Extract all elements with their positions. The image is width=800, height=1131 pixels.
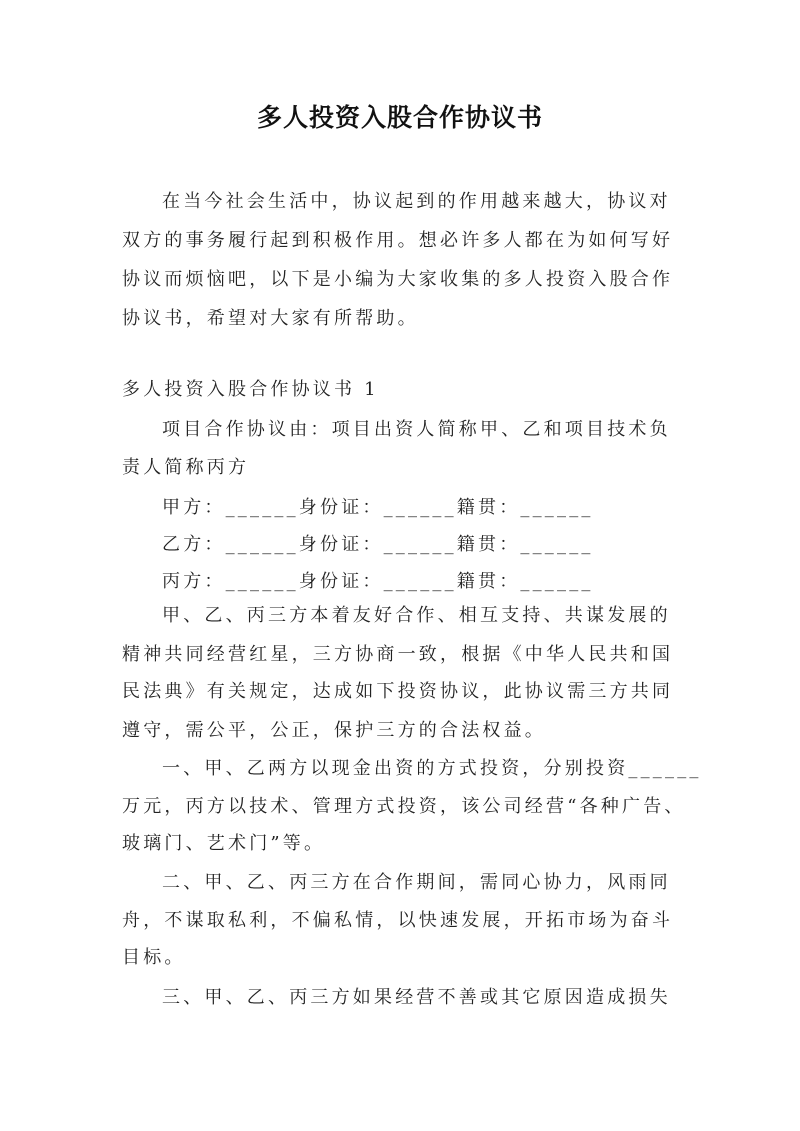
clause-2-line-2: 舟，不谋取私利，不偏私情，以快速发展，开拓市场为奋斗: [122, 910, 674, 931]
clause-1-line-1: 一、甲、乙两方以现金出资的方式投资，分别投资______: [162, 758, 702, 779]
document-title: 多人投资入股合作协议书: [256, 103, 543, 132]
clause-2-line-1: 二、甲、乙、丙三方在合作期间，需同心协力，风雨同: [162, 872, 671, 893]
body-line-1: 项目合作协议由：项目出资人简称甲、乙和项目技术负: [162, 419, 671, 440]
intro-line-3: 协议而烦恼吧，以下是小编为大家收集的多人投资入股合作: [122, 269, 674, 290]
party-c-line: 丙方：______身份证：______籍贯：______: [162, 571, 594, 592]
intro-line-2: 双方的事务履行起到积极作用。想必许多人都在为如何写好: [122, 230, 674, 251]
body-line-7: 精神共同经营红星，三方协商一致，根据《中华人民共和国: [122, 644, 674, 665]
intro-line-4: 协议书，希望对大家有所帮助。: [122, 308, 419, 329]
body-line-8: 民法典》有关规定，达成如下投资协议，此协议需三方共同: [122, 681, 674, 702]
section-heading: 多人投资入股合作协议书 1: [122, 379, 379, 400]
clause-3-line-1: 三、甲、乙、丙三方如果经营不善或其它原因造成损失: [162, 987, 671, 1008]
clause-1-line-2: 万元，丙方以技术、管理方式投资，该公司经营“各种广告、: [122, 796, 686, 817]
body-line-9: 遵守，需公平，公正，保护三方的合法权益。: [122, 720, 546, 741]
intro-line-1: 在当今社会生活中，协议起到的作用越来越大，协议对: [162, 191, 671, 212]
body-line-2: 责人简称丙方: [122, 457, 250, 478]
clause-1-line-3: 玻璃门、艺术门”等。: [122, 833, 326, 854]
clause-2-line-3: 目标。: [122, 947, 186, 968]
party-b-line: 乙方：______身份证：______籍贯：______: [162, 534, 594, 555]
party-a-line: 甲方：______身份证：______籍贯：______: [162, 497, 594, 518]
body-line-6: 甲、乙、丙三方本着友好合作、相互支持、共谋发展的: [162, 605, 671, 626]
